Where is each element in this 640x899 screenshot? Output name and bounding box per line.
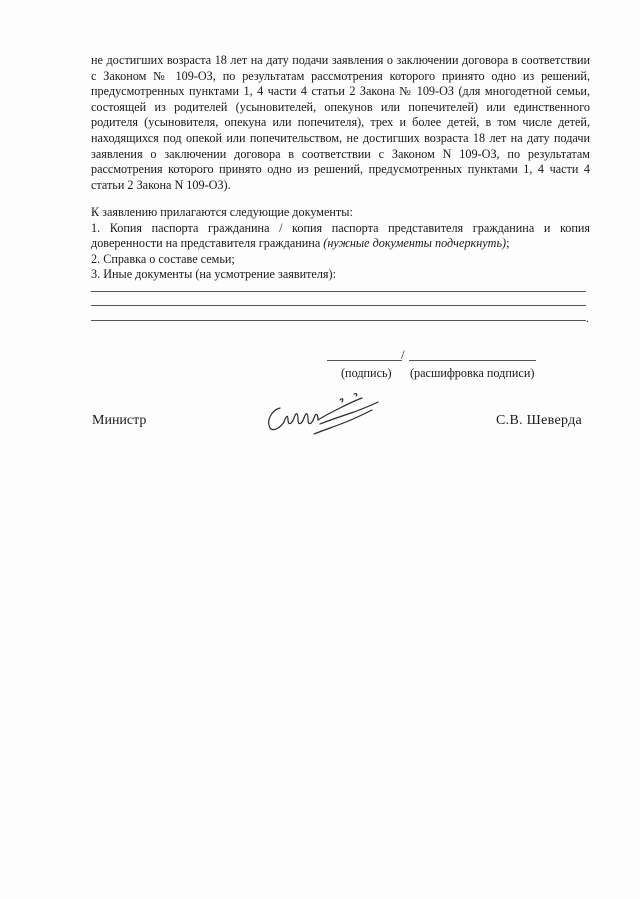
attachments-intro: К заявлению прилагаются следующие документы: — [91, 205, 353, 219]
attachment-item-1-text: 1. Копия паспорта гражданина / копия паспорта представителя гражданина и копия доверенности на представителя гражданина — [91, 220, 590, 251]
attachment-item-1-note: (нужные документы подчеркнуть) — [323, 236, 507, 251]
blank-line — [91, 305, 586, 306]
signature-caption: (подпись) — [341, 366, 392, 380]
handwritten-signature — [258, 390, 382, 440]
attachment-item-1-end: ; — [506, 236, 510, 251]
attachment-item-3: 3. Иные документы (на усмотрение заявителя): — [91, 267, 336, 282]
signatory-name: С.В. Шеверда — [496, 413, 583, 428]
attachments-list — [91, 205, 590, 283]
signature-decode-caption: (расшифровка подписи) — [410, 366, 535, 380]
blank-line — [91, 291, 586, 292]
signatory-title: Министр — [92, 413, 147, 428]
signature-decode-blank-line — [409, 360, 536, 361]
blank-lines-end: . — [586, 311, 589, 325]
signature-blank-line — [327, 360, 402, 361]
body-paragraph: не достигших возраста 18 лет на дату подачи заявления о заключении договора в соответствии с Законом № 109-ОЗ, по результатам рассмотрения которого принято одно из решений, предусмотренных пунктами 1, 4 части 4 статьи 2 Закона № 109-ОЗ (для многодетной семьи, состоящей из родителей (усыновителей, опекунов или попечителей) или единственного родителя (усыновителя, опекуна или попечителя), трех и более детей, в том числе детей, находящихся под опекой или попечительством, не достигших возраста 18 лет на дату подачи заявления о заключении договора в соответствии с Законом N 109-ОЗ, по результатам рассмотрения которого принято одно из решений, предусмотренных пунктами 1, 4 части 4 статьи 2 Закона N 109-ОЗ). — [91, 53, 590, 192]
blank-line — [91, 320, 586, 321]
attachment-item-1 — [91, 221, 590, 252]
attachment-item-2: 2. Справка о составе семьи; — [91, 251, 235, 266]
signature-separator: / — [401, 347, 405, 362]
